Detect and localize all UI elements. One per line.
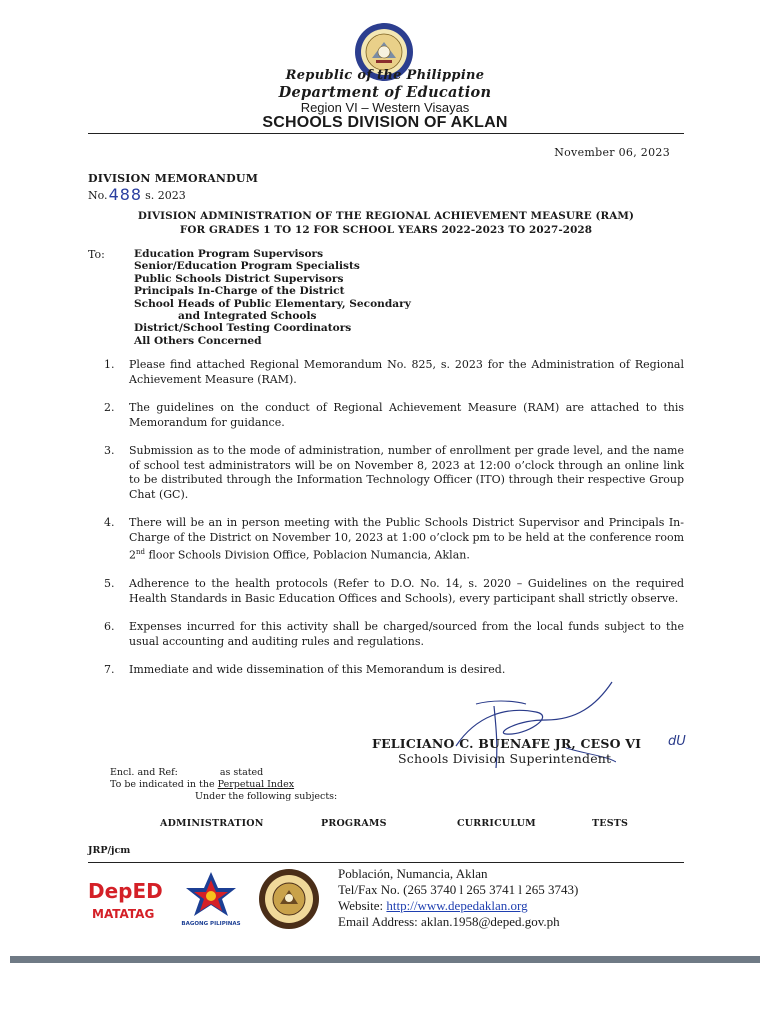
region-header: Region VI – Western Visayas [300,100,470,115]
recipient-list [134,248,411,347]
subject-tag: CURRICULUM [457,818,536,829]
memo-series: s. 2023 [145,189,186,202]
footer-email: Email Address: aklan.1958@deped.gov.ph [338,914,560,929]
footer-contact [338,866,578,930]
bagong-pilipinas-logo [176,868,246,928]
recipient-item: District/School Testing Coordinators [134,322,352,335]
memo-title: DIVISION MEMORANDUM [88,172,259,185]
recipient-item: All Others Concerned [134,334,262,347]
recipient-item: Education Program Supervisors [134,248,324,260]
list-item: 7. Immediate and wide dissemination of this Memorandum is desired. [104,663,506,677]
subject-line-2: FOR GRADES 1 TO 12 FOR SCHOOL YEARS 2022-2023 TO 2027-2028 [179,224,593,236]
division-seal-icon [258,868,320,930]
memo-number-line [88,184,186,203]
enclosure-label: Encl. and Ref: [110,767,178,778]
subject-tag: TESTS [592,818,629,829]
signatory-title: Schools Division Superintendent [398,751,612,766]
subject-tag: ADMINISTRATION [160,818,264,829]
footer-address: Población, Numancia, Aklan [338,866,488,881]
list-item: 2. The guidelines on the conduct of Regional Achievement Measure (RAM) are attached to this Memorandum for guidance. [104,401,684,429]
to-label: To: [88,248,105,261]
memo-subject [88,209,684,237]
list-item: 3. Submission as to the mode of administration, number of enrollment per grade level, and the name of school test administrators will be on November 8, 2023 at 12:00 o’clock through an online link to be distributed through the Information Technology Officer (ITO) through their respective Group Chat (GC). [104,444,684,501]
list-item: 6. Expenses incurred for this activity shall be charged/sourced from the local funds subject to the usual accounting and auditing rules and regulations. [104,620,684,648]
bagong-logo-text: BAGONG PILIPINAS [181,921,241,927]
recipient-item: Senior/Education Program Specialists [134,260,360,273]
matatag-logo-text: MATATAG [92,907,155,921]
list-item: 5. Adherence to the health protocols (Refer to D.O. No. 14, s. 2020 – Guidelines on the required Health Standards in Basic Education Offices and Schools), every participant shall strictly observe. [104,577,684,605]
recipient-item: Principals In-Charge of the District [134,285,345,298]
memo-number-handwritten: 488 [108,185,143,204]
footer-website-line: Website: http://www.depedaklan.org [338,898,528,913]
website-link[interactable]: http://www.depedaklan.org [386,898,528,913]
footer-telfax: Tel/Fax No. (265 3740 l 265 3741 l 265 3743) [338,882,579,897]
memo-date: November 06, 2023 [554,146,670,159]
division-header: SCHOOLS DIVISION OF AKLAN [262,114,508,131]
memo-body-list [104,358,684,692]
recipient-item: and Integrated Schools [178,310,317,323]
subject-tag: PROGRAMS [321,818,387,829]
subject-line-1: DIVISION ADMINISTRATION OF THE REGIONAL ACHIEVEMENT MEASURE (RAM) [137,210,635,222]
enclosure-value: as stated [219,767,264,778]
deped-matatag-logo [86,874,166,924]
header-divider [88,133,684,134]
signatory-name: FELICIANO C. BUENAFE JR, CESO VI [372,736,642,751]
list-item: 1. Please find attached Regional Memorandum No. 825, s. 2023 for the Administration of Regional Achievement Measure (RAM). [104,358,684,386]
reference-initials: JRP/jcm [88,845,131,856]
list-item: 4. There will be an in person meeting with the Public Schools District Supervisor and Principals In-Charge of the District on November 10, 2023 at 1:00 o’clock pm to be held at the conference room 2nd floor Schools Division Office, Poblacion Numancia, Aklan. [104,516,684,562]
signatory-initial: dU [668,734,686,749]
perpetual-index-link: Perpetual Index [217,779,295,790]
enclosure-block: Encl. and Ref: as stated To be indicated in the Perpetual Index Under the following subjects: [110,767,338,802]
footer-divider [88,862,684,863]
recipient-item: Public Schools District Supervisors [134,272,344,285]
deped-logo-text: DepED [88,879,163,903]
department-header: Department of Education [278,84,492,101]
page-bottom-bar [10,956,760,963]
republic-header: Republic of the Philippine [285,68,485,83]
recipient-item: School Heads of Public Elementary, Secondary [134,297,411,310]
memo-no-prefix: No. [88,189,108,202]
